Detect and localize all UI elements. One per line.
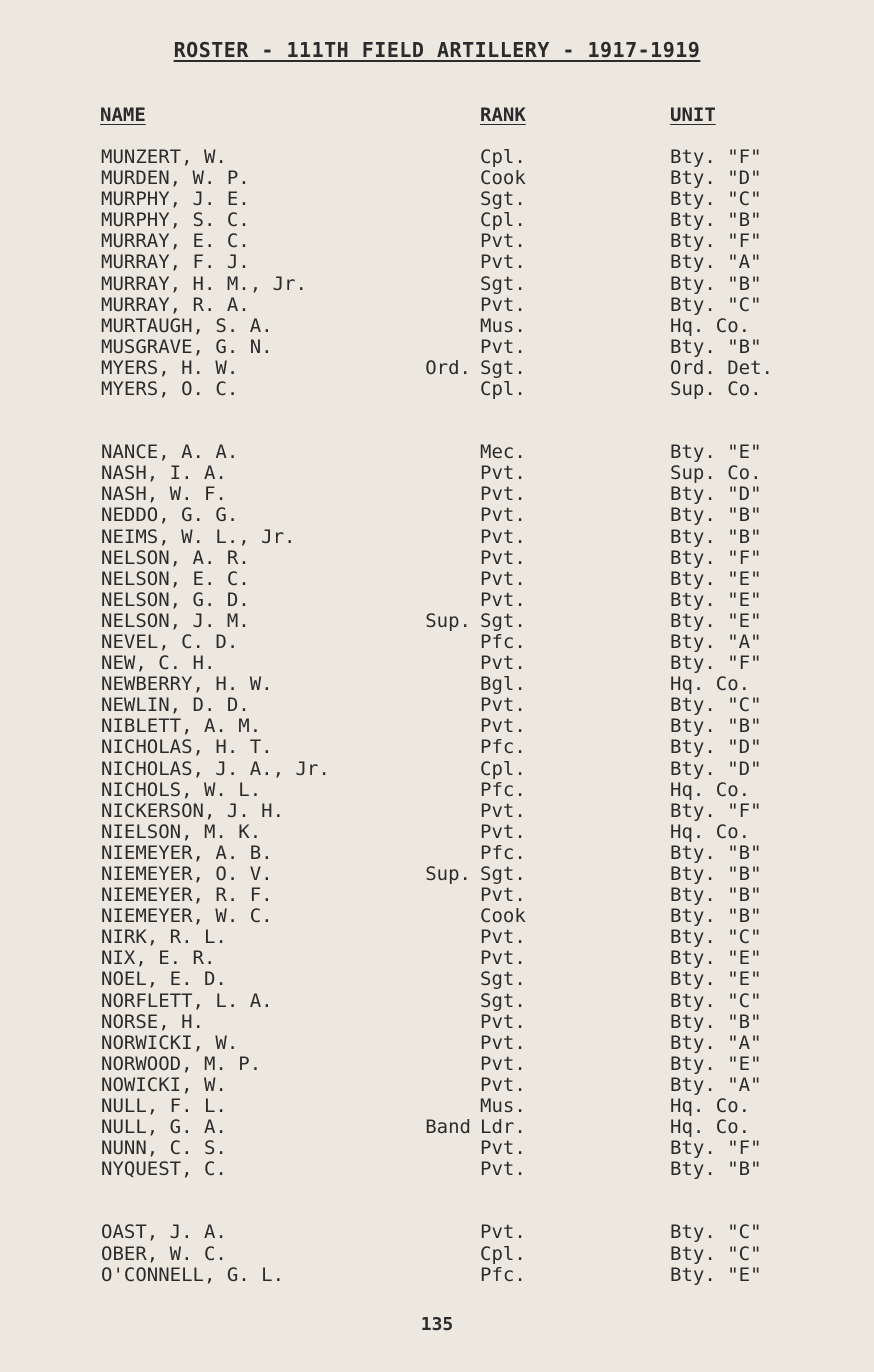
page-number: 135 (420, 1314, 454, 1335)
soldier-rank: Cook (480, 905, 526, 928)
soldier-name: NULL, F. L. (101, 1095, 227, 1118)
soldier-name: NEW, C. H. (101, 652, 216, 675)
soldier-rank: Pvt. (480, 462, 526, 485)
page-title (0, 38, 874, 62)
soldier-unit: Bty. "C" (670, 293, 762, 316)
soldier-name: OBER, W. C. (101, 1242, 227, 1265)
soldier-rank: Pvt. (480, 546, 526, 569)
soldier-unit: Bty. "A" (670, 1031, 762, 1054)
soldier-name: NORWOOD, M. P. (101, 1052, 262, 1075)
soldier-rank: Sgt. (480, 609, 526, 632)
soldier-rank: Pvt. (480, 799, 526, 822)
roster-row (0, 653, 874, 674)
roster-row (0, 632, 874, 653)
soldier-name: NIEMEYER, O. V. (101, 863, 273, 885)
roster-row (0, 189, 874, 210)
soldier-rank: Mus. (480, 314, 526, 337)
page-title-text: ROSTER - 111TH FIELD ARTILLERY - 1917-1919 (173, 38, 701, 62)
soldier-rank: Cpl. (480, 757, 526, 780)
soldier-rank: Pvt. (480, 567, 526, 590)
soldier-rank: Cpl. (480, 209, 526, 232)
roster-row (0, 442, 874, 463)
rank-prefix: Band (425, 1116, 471, 1139)
soldier-rank: Pvt. (480, 715, 526, 738)
soldier-unit: Bty. "B" (670, 905, 762, 928)
soldier-name: OAST, J. A. (101, 1221, 227, 1244)
rank-prefix: Sup. (425, 863, 471, 885)
roster-row (0, 337, 874, 358)
soldier-rank: Pfc. (480, 736, 526, 759)
soldier-name: NICHOLAS, J. A., Jr. (101, 757, 330, 780)
soldier-name: NASH, W. F. (101, 483, 227, 506)
soldier-unit: Sup. Co. (670, 378, 762, 401)
soldier-unit: Bty. "D" (670, 483, 762, 506)
soldier-unit: Bty. "E" (670, 609, 762, 632)
soldier-rank: Sgt. (480, 863, 526, 885)
roster-row (0, 780, 874, 801)
soldier-name: MURRAY, R. A. (101, 293, 250, 316)
soldier-name: MURDEN, W. P. (101, 167, 250, 190)
soldier-name: MYERS, O. C. (101, 378, 239, 401)
soldier-rank: Pfc. (480, 1263, 526, 1286)
roster-row (0, 463, 874, 484)
soldier-name: MURRAY, E. C. (101, 230, 250, 253)
soldier-unit: Bty. "E" (670, 1052, 762, 1075)
soldier-rank: Pvt. (480, 251, 526, 274)
roster-row (0, 843, 874, 864)
roster-row (0, 716, 874, 737)
soldier-name: NIELSON, M. K. (101, 820, 262, 843)
soldier-name: NIRK, R. L. (101, 926, 227, 949)
soldier-name: NANCE, A. A. (101, 441, 239, 464)
soldier-unit: Bty. "C" (670, 926, 762, 949)
soldier-rank: Pvt. (480, 1031, 526, 1054)
soldier-name: O'CONNELL, G. L. (101, 1263, 285, 1286)
roster-row (0, 1054, 874, 1075)
roster-row (0, 484, 874, 505)
soldier-rank: Pvt. (480, 1010, 526, 1033)
roster-group (0, 147, 874, 400)
roster-row (0, 1222, 874, 1243)
soldier-rank: Pvt. (480, 1073, 526, 1096)
soldier-rank: Pvt. (480, 694, 526, 717)
soldier-name: MURRAY, H. M., Jr. (101, 272, 307, 295)
roster-row (0, 252, 874, 273)
roster-row (0, 274, 874, 295)
soldier-name: NELSON, E. C. (101, 567, 250, 590)
soldier-name: NOEL, E. D. (101, 968, 227, 991)
soldier-unit: Bty. "C" (670, 694, 762, 717)
soldier-unit: Hq. Co. (670, 314, 751, 337)
soldier-unit: Bty. "F" (670, 799, 762, 822)
soldier-name: MYERS, H. W. (101, 356, 239, 379)
soldier-rank: Pvt. (480, 483, 526, 506)
soldier-unit: Bty. "C" (670, 1221, 762, 1244)
soldier-unit: Bty. "F" (670, 1137, 762, 1160)
soldier-unit: Bty. "D" (670, 167, 762, 190)
soldier-unit: Bty. "B" (670, 884, 762, 907)
soldier-unit: Bty. "B" (670, 1158, 762, 1181)
roster-row (0, 759, 874, 780)
soldier-unit: Bty. "F" (670, 230, 762, 253)
soldier-unit: Bty. "A" (670, 251, 762, 274)
roster-row (0, 231, 874, 252)
roster-row (0, 1159, 874, 1180)
soldier-name: MURPHY, J. E. (101, 188, 250, 211)
roster-row (0, 1244, 874, 1265)
soldier-name: NUNN, C. S. (101, 1137, 227, 1160)
soldier-rank: Pfc. (480, 841, 526, 864)
roster-row (0, 358, 874, 379)
soldier-rank: Cpl. (480, 146, 526, 168)
roster-row (0, 948, 874, 969)
roster-row (0, 1096, 874, 1117)
soldier-name: NEVEL, C. D. (101, 630, 239, 653)
column-header-rank: RANK (480, 104, 526, 126)
roster-row (0, 1138, 874, 1159)
rank-prefix: Sup. (425, 609, 471, 632)
soldier-rank: Pvt. (480, 335, 526, 358)
soldier-rank: Pvt. (480, 230, 526, 253)
soldier-rank: Pvt. (480, 820, 526, 843)
soldier-unit: Bty. "A" (670, 1073, 762, 1096)
roster-row (0, 295, 874, 316)
roster-group (0, 1222, 874, 1285)
roster-row (0, 590, 874, 611)
soldier-name: NASH, I. A. (101, 462, 227, 485)
soldier-name: NORSE, H. (101, 1010, 204, 1033)
roster-list (0, 147, 874, 1286)
soldier-rank: Cook (480, 167, 526, 190)
soldier-unit: Bty. "F" (670, 146, 762, 168)
soldier-unit: Bty. "C" (670, 989, 762, 1012)
roster-row (0, 1012, 874, 1033)
soldier-name: NEWLIN, D. D. (101, 694, 250, 717)
soldier-rank: Sgt. (480, 356, 526, 379)
roster-row (0, 210, 874, 231)
soldier-name: NEWBERRY, H. W. (101, 673, 273, 696)
roster-group (0, 442, 874, 1180)
soldier-name: NEIMS, W. L., Jr. (101, 525, 296, 548)
soldier-rank: Pvt. (480, 1052, 526, 1075)
soldier-unit: Bty. "C" (670, 188, 762, 211)
column-header-name: NAME (100, 104, 146, 126)
soldier-rank: Sgt. (480, 188, 526, 211)
soldier-unit: Hq. Co. (670, 673, 751, 696)
roster-row (0, 801, 874, 822)
soldier-name: NIEMEYER, W. C. (101, 905, 273, 928)
soldier-rank: Sgt. (480, 989, 526, 1012)
roster-row (0, 527, 874, 548)
soldier-name: NOWICKI, W. (101, 1073, 227, 1096)
soldier-rank: Sgt. (480, 272, 526, 295)
roster-row (0, 316, 874, 337)
roster-row (0, 168, 874, 189)
soldier-name: MURPHY, S. C. (101, 209, 250, 232)
soldier-unit: Hq. Co. (670, 1095, 751, 1118)
soldier-unit: Bty. "D" (670, 757, 762, 780)
soldier-rank: Pvt. (480, 926, 526, 949)
soldier-name: NYQUEST, C. (101, 1158, 227, 1181)
soldier-name: MURRAY, F. J. (101, 251, 250, 274)
soldier-unit: Bty. "E" (670, 588, 762, 611)
soldier-unit: Bty. "B" (670, 841, 762, 864)
soldier-rank: Sgt. (480, 968, 526, 991)
roster-row (0, 695, 874, 716)
soldier-unit: Bty. "E" (670, 968, 762, 991)
soldier-unit: Bty. "F" (670, 546, 762, 569)
soldier-unit: Bty. "C" (670, 1242, 762, 1265)
soldier-unit: Bty. "B" (670, 335, 762, 358)
soldier-rank: Pvt. (480, 1137, 526, 1160)
roster-row (0, 1117, 874, 1138)
roster-row (0, 1075, 874, 1096)
soldier-unit: Bty. "B" (670, 1010, 762, 1033)
roster-row (0, 611, 874, 632)
soldier-rank: Pvt. (480, 525, 526, 548)
soldier-name: NORWICKI, W. (101, 1031, 239, 1054)
soldier-unit: Hq. Co. (670, 778, 751, 801)
soldier-unit: Bty. "F" (670, 652, 762, 675)
soldier-unit: Bty. "B" (670, 863, 762, 885)
soldier-unit: Bty. "B" (670, 715, 762, 738)
soldier-name: MUSGRAVE, G. N. (101, 335, 273, 358)
soldier-name: NIBLETT, A. M. (101, 715, 262, 738)
soldier-rank: Cpl. (480, 1242, 526, 1265)
roster-row (0, 991, 874, 1012)
soldier-name: NIEMEYER, A. B. (101, 841, 273, 864)
soldier-name: NELSON, A. R. (101, 546, 250, 569)
soldier-rank: Pvt. (480, 652, 526, 675)
roster-row (0, 927, 874, 948)
soldier-name: NELSON, G. D. (101, 588, 250, 611)
roster-row (0, 885, 874, 906)
soldier-unit: Bty. "E" (670, 441, 762, 464)
roster-row (0, 969, 874, 990)
soldier-rank: Ldr. (480, 1116, 526, 1139)
soldier-rank: Mec. (480, 441, 526, 464)
soldier-name: MUNZERT, W. (101, 146, 227, 168)
roster-row (0, 822, 874, 843)
roster-row (0, 1033, 874, 1054)
soldier-name: NIEMEYER, R. F. (101, 884, 273, 907)
soldier-unit: Bty. "B" (670, 504, 762, 527)
soldier-rank: Pvt. (480, 588, 526, 611)
soldier-rank: Pvt. (480, 293, 526, 316)
soldier-name: NEDDO, G. G. (101, 504, 239, 527)
soldier-unit: Bty. "E" (670, 1263, 762, 1286)
soldier-rank: Pfc. (480, 778, 526, 801)
roster-row (0, 674, 874, 695)
soldier-name: NIX, E. R. (101, 947, 216, 970)
roster-row (0, 147, 874, 168)
soldier-unit: Ord. Det. (670, 356, 773, 379)
soldier-rank: Pfc. (480, 630, 526, 653)
roster-row (0, 548, 874, 569)
soldier-unit: Bty. "E" (670, 567, 762, 590)
roster-row (0, 864, 874, 885)
soldier-rank: Pvt. (480, 504, 526, 527)
soldier-rank: Pvt. (480, 1221, 526, 1244)
soldier-rank: Pvt. (480, 947, 526, 970)
soldier-name: NELSON, J. M. (101, 609, 250, 632)
soldier-name: NORFLETT, L. A. (101, 989, 273, 1012)
soldier-rank: Cpl. (480, 378, 526, 401)
column-header-unit: UNIT (670, 104, 716, 126)
soldier-rank: Bgl. (480, 673, 526, 696)
soldier-unit: Bty. "B" (670, 525, 762, 548)
soldier-name: NULL, G. A. (101, 1116, 227, 1139)
roster-row (0, 505, 874, 526)
roster-row (0, 379, 874, 400)
soldier-rank: Pvt. (480, 1158, 526, 1181)
soldier-unit: Bty. "D" (670, 736, 762, 759)
soldier-name: MURTAUGH, S. A. (101, 314, 273, 337)
soldier-unit: Sup. Co. (670, 462, 762, 485)
soldier-name: NICHOLS, W. L. (101, 778, 262, 801)
roster-row (0, 569, 874, 590)
soldier-unit: Bty. "B" (670, 209, 762, 232)
soldier-unit: Bty. "B" (670, 272, 762, 295)
soldier-unit: Bty. "A" (670, 630, 762, 653)
soldier-name: NICHOLAS, H. T. (101, 736, 273, 759)
soldier-rank: Pvt. (480, 884, 526, 907)
roster-row (0, 906, 874, 927)
soldier-unit: Hq. Co. (670, 820, 751, 843)
soldier-unit: Hq. Co. (670, 1116, 751, 1139)
rank-prefix: Ord. (425, 356, 471, 379)
soldier-name: NICKERSON, J. H. (101, 799, 285, 822)
soldier-rank: Mus. (480, 1095, 526, 1118)
roster-row (0, 1265, 874, 1286)
roster-row (0, 737, 874, 758)
soldier-unit: Bty. "E" (670, 947, 762, 970)
